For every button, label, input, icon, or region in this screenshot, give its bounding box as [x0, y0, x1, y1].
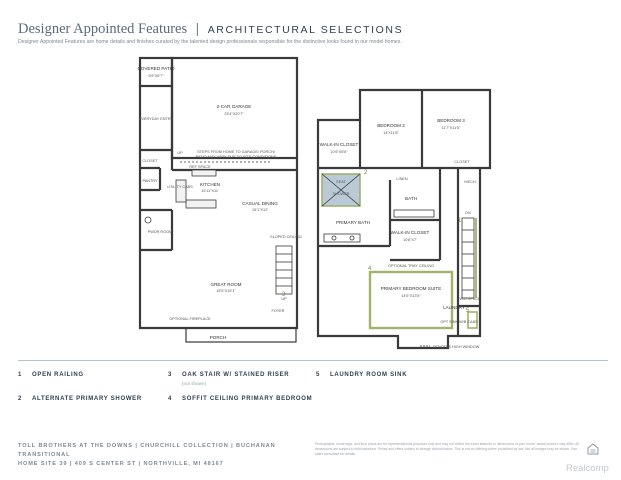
floor-plan-drawing — [0, 50, 621, 350]
label-walkin-closet-1: WALK-IN CLOSET — [319, 142, 359, 147]
label-casual-dining: CASUAL DINING — [242, 201, 278, 206]
realcomp-watermark: Realcomp — [566, 463, 609, 474]
label-great-room: GREAT ROOM — [210, 282, 242, 287]
callout-4: 4 — [368, 266, 372, 272]
first-floor-walls — [140, 58, 297, 328]
footer-line-2: HOME SITE 39 | 409 S CENTER ST | NORTHVILLE, MI 48167 — [18, 461, 224, 467]
section-divider — [18, 360, 608, 361]
floor-plans — [0, 50, 621, 350]
feature-1 — [18, 372, 84, 378]
label-steps-note-2: PATIO MAY VARY DUE TO SITE CONDITIONS — [195, 155, 277, 159]
label-everyday-entry: EVERYDAY ENTRY — [138, 117, 174, 121]
label-great-room-dim: 15'5"X15'1" — [216, 289, 236, 293]
label-seat: SEAT — [336, 180, 346, 184]
callout-5: 5 — [466, 308, 470, 314]
first-floor-details — [145, 162, 296, 342]
footer-line-1: TOLL BROTHERS AT THE DOWNS | CHURCHILL COLLECTION | BUCHANAN TRANSITIONAL — [18, 443, 276, 458]
label-ref-space: REF SPACE — [189, 165, 211, 169]
label-primary-suite-dim: 14'5"X13'5" — [401, 294, 421, 298]
callout-1: 1 — [458, 218, 462, 224]
label-bedroom-3-dim: 11'7"X11'5" — [441, 126, 461, 130]
feature-4 — [168, 396, 312, 402]
label-closet-1: CLOSET — [142, 159, 158, 163]
label-pantry: PANTRY — [142, 179, 158, 183]
page-title — [18, 20, 608, 38]
label-optional-tray: OPTIONAL TRAY CEILING — [387, 264, 435, 268]
label-bedroom-3: BEDROOM 3 — [437, 118, 465, 123]
feature-2-number: 2 — [18, 396, 23, 402]
callout-2: 2 — [364, 170, 368, 176]
feature-3-note: (not shown) — [182, 381, 207, 386]
label-mech: MECH — [464, 180, 476, 184]
title-caps: ARCHITECTURAL SELECTIONS — [207, 24, 404, 36]
footer-address — [18, 442, 303, 469]
label-steps-note-1: STEPS FROM HOME TO GARAGE/ PORCH/ — [197, 150, 275, 154]
title-script: Designer Appointed Features — [18, 21, 188, 37]
feature-5-number: 5 — [316, 372, 321, 378]
equal-housing-icon — [586, 442, 600, 456]
label-high-window: DENOTES HIGH WINDOW — [432, 345, 480, 349]
label-wd-space: W/D SPACE — [459, 297, 481, 301]
label-pwdr: PWDR ROOM — [147, 230, 173, 234]
feature-2 — [18, 396, 142, 402]
label-down: DN — [465, 211, 471, 215]
label-bedroom-2-dim: 14'X11'8" — [383, 131, 399, 135]
label-up-2: UP — [281, 297, 287, 301]
label-primary-suite: PRIMARY BEDROOM SUITE — [380, 286, 442, 291]
footer-disclaimer: Photographs, renderings, and floor plans are for representational purposes only and may not reflect the exact features or dimensions of your home; actual product may differ. All dimensions are subject to field variations. Prices and offers subject to change without notice. This is not an offering where prohibited by law. Not all images may be shown. See sales consultant for details. — [315, 442, 579, 456]
label-optional-fireplace: OPTIONAL FIREPLACE — [169, 317, 211, 321]
label-covered-patio: COVERED PATIO — [137, 66, 175, 71]
feature-5 — [316, 372, 407, 378]
label-shower: SHOWER — [332, 192, 350, 196]
label-garage-dim: 23'4"X20'7" — [224, 112, 244, 116]
label-opt-sink: OPT SINK W/B CABS — [440, 320, 478, 324]
label-garage: 2-CAR GARAGE — [216, 104, 252, 109]
label-walkin-closet-2: WALK-IN CLOSET — [390, 230, 430, 235]
page-subtitle: Designer Appointed Features are home details and finishes curated by the talented design professionals responsible for the distinctive looks found in our model homes. — [18, 39, 402, 45]
label-kitchen-dim: 15'11"X11' — [201, 189, 219, 193]
label-walkin-closet-2-dim: 10'8"X7' — [403, 238, 417, 242]
feature-5-label: LAUNDRY ROOM SINK — [330, 372, 408, 378]
feature-4-label: SOFFIT CEILING PRIMARY BEDROOM — [182, 396, 313, 402]
label-sloped-ceiling: SLOPED CEILING — [270, 235, 302, 239]
label-up-1: UP — [177, 151, 183, 155]
label-walkin-closet-1-dim: 10'6"X6'6" — [330, 150, 348, 154]
label-casual-dining-dim: 15'1"X12' — [252, 208, 268, 212]
features-list — [18, 372, 608, 412]
feature-3 — [168, 372, 289, 378]
label-foyer: FOYER — [271, 309, 285, 313]
label-primary-bath: PRIMARY BATH — [336, 220, 370, 225]
label-bath: BATH — [405, 196, 417, 201]
feature-3-number: 3 — [168, 372, 173, 378]
feature-1-number: 1 — [18, 372, 23, 378]
feature-2-label: ALTERNATE PRIMARY SHOWER — [32, 396, 142, 402]
label-bedroom-2: BEDROOM 2 — [377, 123, 405, 128]
footer — [18, 442, 608, 472]
feature-3-label: OAK STAIR W/ STAINED RISER — [182, 372, 290, 378]
label-utility: UTILITY CABS — [167, 185, 193, 189]
feature-4-number: 4 — [168, 396, 173, 402]
feature-1-label: OPEN RAILING — [32, 372, 84, 378]
label-linen: LINEN — [396, 177, 408, 181]
callout-3: 3 — [282, 292, 286, 298]
label-porch: PORCH — [209, 335, 227, 340]
label-laundry: LAUNDRY — [443, 305, 465, 310]
label-covered-patio-dim: 6'9"X6'7" — [148, 74, 164, 78]
label-kitchen: KITCHEN — [199, 182, 221, 187]
label-closet-2: CLOSET — [454, 160, 470, 164]
title-separator: | — [195, 20, 200, 36]
